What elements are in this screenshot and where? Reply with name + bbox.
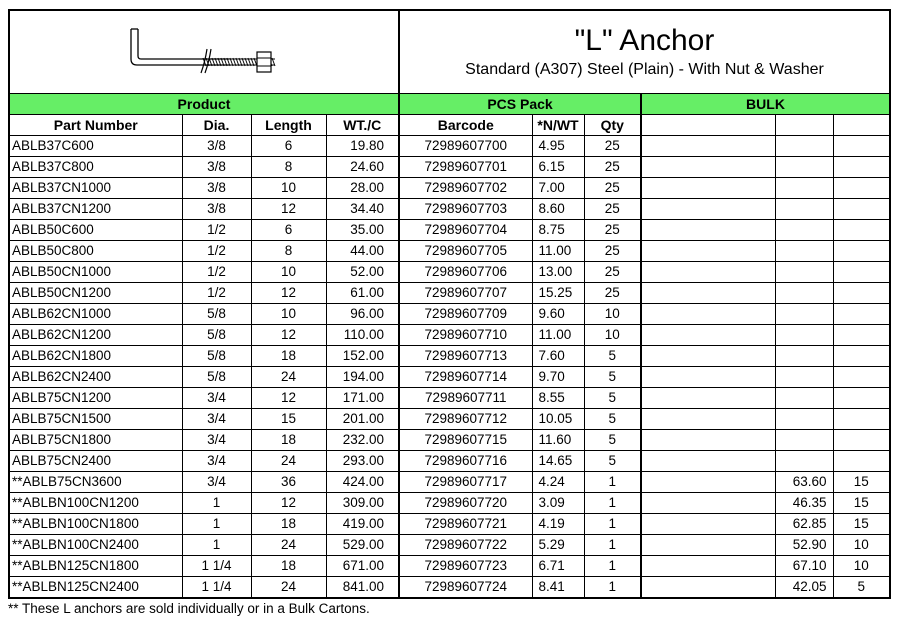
cell-n-wt: 7.00: [532, 178, 584, 199]
cell-wt-c: 671.00: [326, 556, 399, 577]
cell-dia: 1/2: [182, 241, 251, 262]
cell-part-number: **ABLB75CN3600: [9, 472, 182, 493]
cell-qty: 25: [584, 220, 641, 241]
cell-part-number: ABLB62CN2400: [9, 367, 182, 388]
cell-length: 10: [251, 262, 326, 283]
cell-bulk-blank: [641, 199, 775, 220]
col-bulk-nwt: [775, 115, 833, 136]
cell-wt-c: 201.00: [326, 409, 399, 430]
cell-bulk-blank: [641, 535, 775, 556]
cell-bulk-blank: [641, 346, 775, 367]
cell-wt-c: 841.00: [326, 577, 399, 599]
cell-n-wt: 6.15: [532, 157, 584, 178]
col-dia: Dia.: [182, 115, 251, 136]
cell-part-number: ABLB37CN1000: [9, 178, 182, 199]
cell-part-number: ABLB50C800: [9, 241, 182, 262]
cell-qty: 10: [584, 304, 641, 325]
cell-qty: 25: [584, 157, 641, 178]
col-barcode: Barcode: [399, 115, 532, 136]
cell-bulk-qty: 5: [833, 577, 890, 599]
cell-dia: 3/4: [182, 430, 251, 451]
cell-qty: 25: [584, 262, 641, 283]
cell-qty: 1: [584, 493, 641, 514]
cell-barcode: 72989607701: [399, 157, 532, 178]
cell-bulk-qty: [833, 136, 890, 157]
cell-part-number: ABLB50CN1200: [9, 283, 182, 304]
cell-wt-c: 293.00: [326, 451, 399, 472]
cell-qty: 10: [584, 325, 641, 346]
cell-wt-c: 52.00: [326, 262, 399, 283]
cell-bulk-blank: [641, 472, 775, 493]
col-qty: Qty: [584, 115, 641, 136]
column-header-row: [9, 115, 890, 136]
cell-bulk-qty: [833, 346, 890, 367]
cell-qty: 5: [584, 367, 641, 388]
cell-bulk-blank: [641, 514, 775, 535]
cell-barcode: 72989607711: [399, 388, 532, 409]
cell-n-wt: 13.00: [532, 262, 584, 283]
cell-length: 12: [251, 493, 326, 514]
table-row: [9, 430, 890, 451]
cell-length: 12: [251, 283, 326, 304]
cell-barcode: 72989607709: [399, 304, 532, 325]
cell-bulk-blank: [641, 409, 775, 430]
cell-n-wt: 4.19: [532, 514, 584, 535]
cell-barcode: 72989607704: [399, 220, 532, 241]
cell-bulk-blank: [641, 304, 775, 325]
cell-bulk-n-wt: [775, 262, 833, 283]
table-row: [9, 220, 890, 241]
cell-part-number: ABLB50CN1000: [9, 262, 182, 283]
cell-bulk-qty: [833, 325, 890, 346]
cell-length: 6: [251, 136, 326, 157]
cell-bulk-qty: [833, 304, 890, 325]
cell-bulk-blank: [641, 367, 775, 388]
cell-part-number: ABLB75CN1800: [9, 430, 182, 451]
cell-length: 8: [251, 157, 326, 178]
cell-dia: 5/8: [182, 346, 251, 367]
cell-bulk-blank: [641, 451, 775, 472]
cell-part-number: ABLB75CN1200: [9, 388, 182, 409]
cell-dia: 1 1/4: [182, 577, 251, 599]
cell-bulk-qty: [833, 451, 890, 472]
cell-dia: 3/4: [182, 472, 251, 493]
cell-part-number: **ABLBN100CN1200: [9, 493, 182, 514]
cell-n-wt: 8.55: [532, 388, 584, 409]
cell-part-number: ABLB62CN1000: [9, 304, 182, 325]
cell-wt-c: 419.00: [326, 514, 399, 535]
table-row: [9, 283, 890, 304]
cell-n-wt: 10.05: [532, 409, 584, 430]
cell-bulk-blank: [641, 325, 775, 346]
cell-wt-c: 152.00: [326, 346, 399, 367]
cell-bulk-qty: 10: [833, 535, 890, 556]
cell-dia: 1/2: [182, 220, 251, 241]
cell-dia: 5/8: [182, 367, 251, 388]
cell-length: 18: [251, 514, 326, 535]
cell-barcode: 72989607700: [399, 136, 532, 157]
col-part-number: Part Number: [9, 115, 182, 136]
cell-bulk-n-wt: 63.60: [775, 472, 833, 493]
cell-n-wt: 6.71: [532, 556, 584, 577]
cell-n-wt: 14.65: [532, 451, 584, 472]
cell-bulk-blank: [641, 241, 775, 262]
cell-wt-c: 529.00: [326, 535, 399, 556]
cell-barcode: 72989607712: [399, 409, 532, 430]
cell-qty: 1: [584, 577, 641, 599]
cell-wt-c: 34.40: [326, 199, 399, 220]
cell-n-wt: 11.00: [532, 241, 584, 262]
cell-qty: 1: [584, 472, 641, 493]
cell-barcode: 72989607710: [399, 325, 532, 346]
cell-length: 10: [251, 304, 326, 325]
cell-length: 6: [251, 220, 326, 241]
cell-qty: 1: [584, 535, 641, 556]
cell-bulk-n-wt: [775, 325, 833, 346]
cell-dia: 1: [182, 514, 251, 535]
cell-n-wt: 15.25: [532, 283, 584, 304]
cell-n-wt: 8.75: [532, 220, 584, 241]
cell-dia: 1/2: [182, 262, 251, 283]
cell-part-number: ABLB37C800: [9, 157, 182, 178]
cell-wt-c: 110.00: [326, 325, 399, 346]
group-bulk: BULK: [641, 94, 890, 115]
cell-n-wt: 8.41: [532, 577, 584, 599]
cell-n-wt: 8.60: [532, 199, 584, 220]
table-row: [9, 199, 890, 220]
cell-bulk-n-wt: [775, 367, 833, 388]
cell-bulk-qty: [833, 178, 890, 199]
cell-bulk-qty: [833, 220, 890, 241]
cell-wt-c: 96.00: [326, 304, 399, 325]
cell-barcode: 72989607723: [399, 556, 532, 577]
cell-bulk-n-wt: 52.90: [775, 535, 833, 556]
cell-dia: 1 1/4: [182, 556, 251, 577]
table-row: [9, 367, 890, 388]
cell-bulk-n-wt: [775, 304, 833, 325]
table-row: [9, 577, 890, 599]
cell-bulk-qty: [833, 262, 890, 283]
cell-qty: 1: [584, 514, 641, 535]
cell-qty: 25: [584, 241, 641, 262]
table-row: [9, 409, 890, 430]
cell-part-number: ABLB37C600: [9, 136, 182, 157]
cell-bulk-n-wt: [775, 241, 833, 262]
cell-barcode: 72989607724: [399, 577, 532, 599]
table-row: [9, 346, 890, 367]
cell-dia: 3/8: [182, 136, 251, 157]
cell-bulk-qty: [833, 367, 890, 388]
cell-bulk-n-wt: [775, 283, 833, 304]
group-pcs-pack: PCS Pack: [399, 94, 641, 115]
page-title: "L" Anchor: [574, 24, 715, 57]
col-n-wt: *N/WT: [532, 115, 584, 136]
cell-dia: 3/8: [182, 178, 251, 199]
cell-bulk-qty: [833, 409, 890, 430]
cell-n-wt: 9.70: [532, 367, 584, 388]
cell-barcode: 72989607703: [399, 199, 532, 220]
cell-length: 12: [251, 388, 326, 409]
cell-bulk-n-wt: [775, 346, 833, 367]
group-product: Product: [9, 94, 399, 115]
table-row: [9, 304, 890, 325]
cell-qty: 5: [584, 409, 641, 430]
cell-bulk-n-wt: [775, 409, 833, 430]
cell-length: 18: [251, 346, 326, 367]
cell-part-number: **ABLBN125CN1800: [9, 556, 182, 577]
col-length: Length: [251, 115, 326, 136]
cell-bulk-qty: [833, 199, 890, 220]
cell-bulk-qty: [833, 241, 890, 262]
cell-dia: 1/2: [182, 283, 251, 304]
cell-bulk-blank: [641, 262, 775, 283]
cell-length: 24: [251, 367, 326, 388]
cell-bulk-qty: 10: [833, 556, 890, 577]
cell-dia: 3/4: [182, 451, 251, 472]
cell-length: 15: [251, 409, 326, 430]
cell-bulk-blank: [641, 556, 775, 577]
cell-qty: 25: [584, 199, 641, 220]
col-bulk-qty: [833, 115, 890, 136]
cell-dia: 3/4: [182, 388, 251, 409]
anchor-spec-table: [8, 9, 891, 599]
cell-part-number: ABLB62CN1200: [9, 325, 182, 346]
header-row: [9, 10, 890, 94]
cell-bulk-n-wt: [775, 451, 833, 472]
cell-length: 24: [251, 577, 326, 599]
cell-length: 24: [251, 535, 326, 556]
cell-part-number: ABLB37CN1200: [9, 199, 182, 220]
cell-length: 18: [251, 430, 326, 451]
product-sheet: [8, 9, 889, 598]
cell-bulk-n-wt: [775, 157, 833, 178]
cell-wt-c: 171.00: [326, 388, 399, 409]
table-row: [9, 136, 890, 157]
cell-qty: 5: [584, 451, 641, 472]
table-row: [9, 178, 890, 199]
title-cell: [399, 10, 890, 94]
cell-bulk-n-wt: 62.85: [775, 514, 833, 535]
cell-bulk-blank: [641, 577, 775, 599]
cell-wt-c: 232.00: [326, 430, 399, 451]
cell-dia: 5/8: [182, 325, 251, 346]
cell-bulk-blank: [641, 136, 775, 157]
cell-wt-c: 35.00: [326, 220, 399, 241]
table-row: [9, 157, 890, 178]
cell-bulk-blank: [641, 388, 775, 409]
cell-qty: 25: [584, 283, 641, 304]
cell-bulk-n-wt: 46.35: [775, 493, 833, 514]
cell-bulk-blank: [641, 430, 775, 451]
cell-bulk-blank: [641, 178, 775, 199]
table-row: [9, 388, 890, 409]
cell-length: 10: [251, 178, 326, 199]
cell-bulk-qty: [833, 157, 890, 178]
cell-barcode: 72989607717: [399, 472, 532, 493]
col-wt-c: WT./C: [326, 115, 399, 136]
cell-wt-c: 24.60: [326, 157, 399, 178]
cell-bulk-n-wt: [775, 430, 833, 451]
cell-bulk-qty: [833, 283, 890, 304]
cell-barcode: 72989607705: [399, 241, 532, 262]
cell-part-number: **ABLBN100CN1800: [9, 514, 182, 535]
cell-wt-c: 309.00: [326, 493, 399, 514]
group-header-row: [9, 94, 890, 115]
cell-barcode: 72989607713: [399, 346, 532, 367]
cell-n-wt: 9.60: [532, 304, 584, 325]
cell-bulk-n-wt: [775, 136, 833, 157]
cell-qty: 1: [584, 556, 641, 577]
cell-barcode: 72989607715: [399, 430, 532, 451]
cell-n-wt: 7.60: [532, 346, 584, 367]
cell-bulk-n-wt: [775, 178, 833, 199]
cell-length: 8: [251, 241, 326, 262]
cell-n-wt: 11.00: [532, 325, 584, 346]
cell-length: 12: [251, 199, 326, 220]
cell-bulk-qty: [833, 430, 890, 451]
table-row: [9, 493, 890, 514]
cell-wt-c: 424.00: [326, 472, 399, 493]
cell-wt-c: 44.00: [326, 241, 399, 262]
cell-wt-c: 61.00: [326, 283, 399, 304]
table-row: [9, 241, 890, 262]
cell-barcode: 72989607714: [399, 367, 532, 388]
cell-n-wt: 4.24: [532, 472, 584, 493]
cell-bulk-qty: [833, 388, 890, 409]
cell-bulk-n-wt: 67.10: [775, 556, 833, 577]
cell-bulk-n-wt: [775, 199, 833, 220]
cell-wt-c: 194.00: [326, 367, 399, 388]
cell-part-number: ABLB50C600: [9, 220, 182, 241]
table-row: [9, 262, 890, 283]
l-anchor-bolt-icon: [109, 19, 299, 79]
cell-bulk-qty: 15: [833, 472, 890, 493]
cell-part-number: ABLB75CN2400: [9, 451, 182, 472]
col-bulk-blank: [641, 115, 775, 136]
cell-barcode: 72989607706: [399, 262, 532, 283]
cell-barcode: 72989607721: [399, 514, 532, 535]
cell-part-number: **ABLBN100CN2400: [9, 535, 182, 556]
cell-barcode: 72989607720: [399, 493, 532, 514]
cell-n-wt: 4.95: [532, 136, 584, 157]
page-subtitle: Standard (A307) Steel (Plain) - With Nut & Washer: [465, 61, 824, 78]
table-row: [9, 514, 890, 535]
table-row: [9, 451, 890, 472]
cell-length: 18: [251, 556, 326, 577]
cell-wt-c: 28.00: [326, 178, 399, 199]
cell-qty: 5: [584, 346, 641, 367]
cell-part-number: ABLB62CN1800: [9, 346, 182, 367]
cell-part-number: ABLB75CN1500: [9, 409, 182, 430]
cell-qty: 5: [584, 388, 641, 409]
footnote: ** These L anchors are sold individually or in a Bulk Cartons.: [8, 601, 370, 616]
cell-n-wt: 5.29: [532, 535, 584, 556]
cell-part-number: **ABLBN125CN2400: [9, 577, 182, 599]
cell-dia: 1: [182, 493, 251, 514]
cell-barcode: 72989607707: [399, 283, 532, 304]
cell-n-wt: 11.60: [532, 430, 584, 451]
cell-dia: 3/8: [182, 199, 251, 220]
cell-bulk-n-wt: 42.05: [775, 577, 833, 599]
cell-barcode: 72989607722: [399, 535, 532, 556]
cell-bulk-blank: [641, 220, 775, 241]
cell-bulk-blank: [641, 283, 775, 304]
cell-length: 12: [251, 325, 326, 346]
cell-dia: 1: [182, 535, 251, 556]
cell-dia: 5/8: [182, 304, 251, 325]
cell-bulk-n-wt: [775, 388, 833, 409]
cell-dia: 3/8: [182, 157, 251, 178]
table-row: [9, 325, 890, 346]
cell-bulk-qty: 15: [833, 493, 890, 514]
cell-bulk-qty: 15: [833, 514, 890, 535]
table-row: [9, 535, 890, 556]
cell-bulk-n-wt: [775, 220, 833, 241]
cell-bulk-blank: [641, 493, 775, 514]
cell-bulk-blank: [641, 157, 775, 178]
cell-barcode: 72989607702: [399, 178, 532, 199]
cell-qty: 5: [584, 430, 641, 451]
table-row: [9, 556, 890, 577]
product-image-cell: [9, 10, 399, 94]
cell-wt-c: 19.80: [326, 136, 399, 157]
cell-length: 36: [251, 472, 326, 493]
cell-barcode: 72989607716: [399, 451, 532, 472]
cell-n-wt: 3.09: [532, 493, 584, 514]
cell-qty: 25: [584, 178, 641, 199]
table-row: [9, 472, 890, 493]
cell-qty: 25: [584, 136, 641, 157]
cell-length: 24: [251, 451, 326, 472]
cell-dia: 3/4: [182, 409, 251, 430]
